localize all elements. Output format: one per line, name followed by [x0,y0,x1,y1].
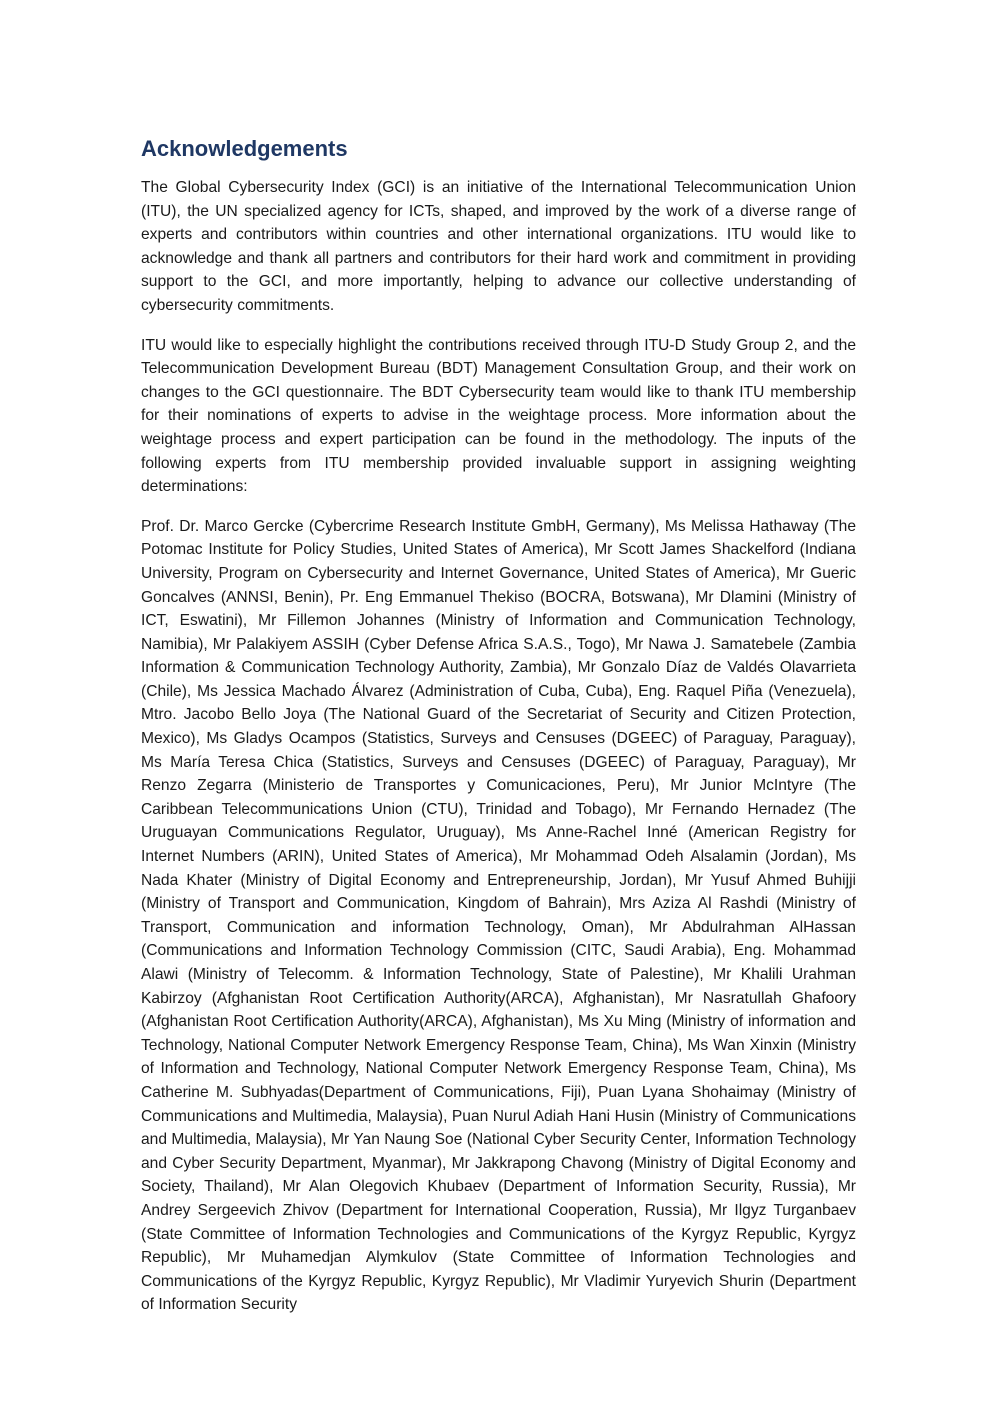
experts-list-paragraph: Prof. Dr. Marco Gercke (Cybercrime Research Institute GmbH, Germany), Ms Melissa Hathaway (The Potomac Institute for Policy Studies, United States of America), Mr Scott James Shackelford (Indiana University, Program on Cybersecurity and Internet Governance, United States of America), Mr Gueric Goncalves (ANNSI, Benin), Pr. Eng Emmanuel Thekiso (BOCRA, Botswana), Mr Dlamini (Ministry of ICT, Eswatini), Mr Fillemon Johannes (Ministry of Information and Communication Technology, Namibia), Mr Palakiyem ASSIH (Cyber Defense Africa S.A.S., Togo), Mr Nawa J. Samatebele (Zambia Information & Communication Technology Authority, Zambia), Mr Gonzalo Díaz de Valdés Olavarrieta (Chile), Ms Jessica Machado Álvarez (Administration of Cuba, Cuba), Eng. Raquel Piña (Venezuela), Mtro. Jacobo Bello Joya (The National Guard of the Secretariat of Security and Citizen Protection, Mexico), Ms Gladys Ocampos (Statistics, Surveys and Censuses (DGEEC) of Paraguay, Paraguay), Ms María Teresa Chica (Statistics, Surveys and Censuses (DGEEC) of Paraguay, Paraguay), Mr Renzo Zegarra (Ministerio de Transportes y Comunicaciones, Peru), Mr Junior McIntyre (The Caribbean Telecommunications Union (CTU), Trinidad and Tobago), Mr Fernando Hernadez (The Uruguayan Communications Regulator, Uruguay), Ms Anne-Rachel Inné (American Registry for Internet Numbers (ARIN), United States of America), Mr Mohammad Odeh Alsalamin (Jordan), Ms Nada Khater (Ministry of Digital Economy and Entrepreneurship, Jordan), Mr Yusuf Ahmed Buhijji (Ministry of Transport and Communication, Kingdom of Bahrain), Mrs Aziza Al Rashdi (Ministry of Transport, Communication and information Technology, Oman), Mr Abdulrahman AlHassan (Communications and Information Technology Commission (CITC, Saudi Arabia), Eng. Mohammad Alawi (Ministry of Telecomm. & Information Technology, State of Palestine), Mr Khalili Urahman Kabirzoy (Afghanistan Root Certification Authority(ARCA), Afghanistan), Mr Nasratullah Ghafoory (Afghanistan Root Certification Authority(ARCA), Afghanistan), Ms Xu Ming (Ministry of information and Technology, National Computer Network Emergency Response Team, China), Ms Wan Xinxin (Ministry of Information and Technology, National Computer Network Emergency Response Team, China), Ms Catherine M. Subhyadas(Department of Communications, Fiji), Puan Lyana Shohaimay (Ministry of Communications and Multimedia, Malaysia), Puan Nurul Adiah Hani Husin (Ministry of Communications and Multimedia, Malaysia), Mr Yan Naung Soe (National Cyber Security Center, Information Technology and Cyber Security Department, Myanmar), Mr Jakkrapong Chavong (Ministry of Digital Economy and Society, Thailand), Mr Alan Olegovich Khubaev (Department of Information Security, Russia), Mr Andrey Sergeevich Zhivov (Department for International Cooperation, Russia), Mr Ilgyz Turganbaev (State Committee of Information Technologies and Communications of the Kyrgyz Republic, Kyrgyz Republic), Mr Muhamedjan Alymkulov (State Committee of Information Technologies and Communications of the Kyrgyz Republic, Kyrgyz Republic), Mr Vladimir Yuryevich Shurin (Department of Information Security [141,517,856,1314]
intro-paragraph: The Global Cybersecurity Index (GCI) is an initiative of the International Telecommunication Union (ITU), the UN specialized agency for ICTs, shaped, and improved by the work of a diverse range of experts and contributors within countries and other international organizations. ITU would like to acknowledge and thank all partners and contributors for their hard work and commitment in providing support to the GCI, and more importantly, helping to advance our collective understanding of cybersecurity commitments. [141,179,856,314]
document-page [141,130,856,1333]
contributions-paragraph: ITU would like to especially highlight the contributions received through ITU-D Study Group 2, and the Telecommunication Development Bureau (BDT) Management Consultation Group, and their work on changes to the GCI questionnaire. The BDT Cybersecurity team would like to thank ITU membership for their nominations of experts to advise in the weightage process. More information about the weightage process and expert participation can be found in the methodology. The inputs of the following experts from ITU membership provided invaluable support in assigning weighting determinations: [141,336,856,496]
page-title: Acknowledgements [141,136,348,161]
